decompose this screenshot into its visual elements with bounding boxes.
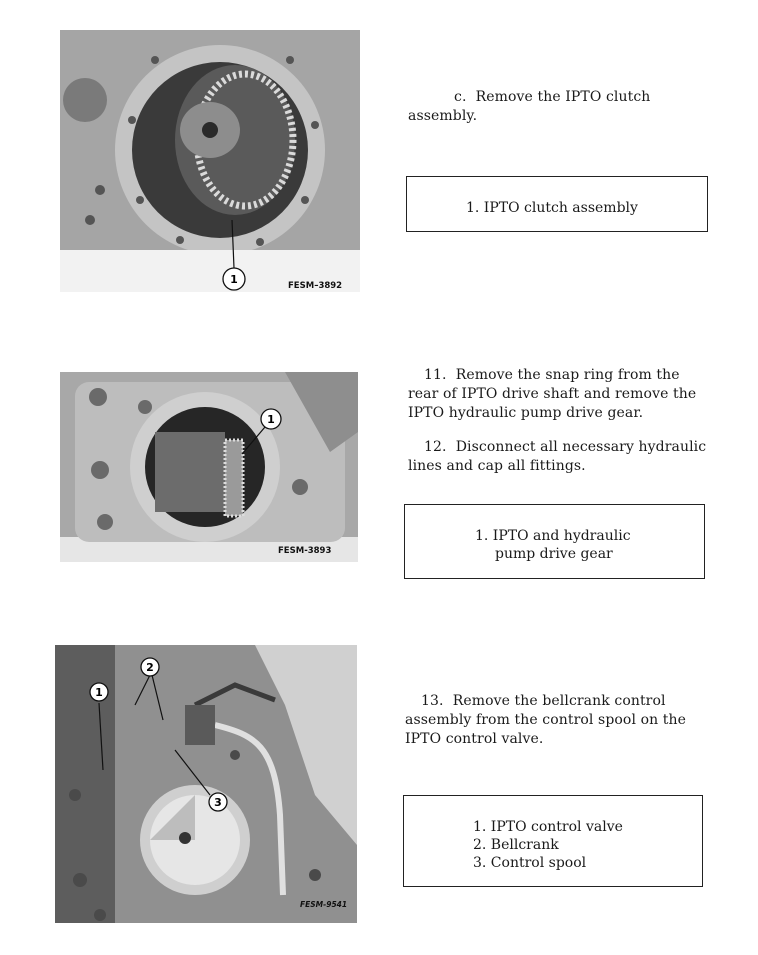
step-c-letter: c. (454, 89, 467, 105)
step-12-number: 12. (424, 439, 447, 455)
figure-2-legend-line-2: pump drive gear (495, 546, 613, 562)
step-11-text: Remove the snap ring from the rear of IPTO drive shaft and remove the IPTO hydraulic pump drive gear. (408, 367, 697, 421)
step-13-text: Remove the bellcrank control assembly from the control spool on the IPTO control valve. (405, 693, 686, 747)
figure-3-legend-item-1: 1. IPTO control valve (473, 819, 623, 835)
photo-2-drawing (60, 372, 358, 562)
figure-2-legend-line-1: 1. IPTO and hydraulic (475, 528, 631, 544)
figure-3-callout-3: 3 (214, 796, 222, 809)
photo-ipto-clutch-assembly (60, 30, 360, 292)
photo-ipto-pump-drive-gear (60, 372, 358, 562)
step-11-paragraph (408, 366, 713, 423)
figure-2-callout-1: 1 (267, 413, 275, 426)
figure-1-legend-item: 1. IPTO clutch assembly (466, 200, 638, 216)
photo-ipto-control-valve (55, 645, 357, 923)
step-c-text: Remove the IPTO clutch assembly. (408, 89, 651, 124)
figure-1-id: FESM–3892 (288, 281, 343, 291)
figure-2-id: FESM-3893 (278, 546, 332, 556)
figure-3-legend-item-3: 3. Control spool (473, 855, 587, 871)
figure-3-callout-2: 2 (146, 661, 154, 674)
photo-3-drawing (55, 645, 357, 923)
step-11-number: 11. (424, 367, 447, 383)
figure-3-legend-item-2: 2. Bellcrank (473, 837, 559, 853)
photo-1-drawing (60, 30, 360, 292)
figure-3-legend (403, 795, 703, 887)
figure-3-id: FESM-9541 (300, 900, 348, 909)
figure-1-legend (406, 176, 708, 232)
step-c-paragraph (408, 88, 708, 126)
step-13-paragraph (405, 692, 715, 749)
figure-2-legend (404, 504, 705, 579)
step-12-text: Disconnect all necessary hydraulic lines and cap all fittings. (408, 439, 707, 474)
figure-1-callout-1: 1 (230, 273, 238, 286)
figure-3-callout-1: 1 (95, 686, 103, 699)
step-12-paragraph (408, 438, 713, 476)
step-13-number: 13. (421, 693, 444, 709)
